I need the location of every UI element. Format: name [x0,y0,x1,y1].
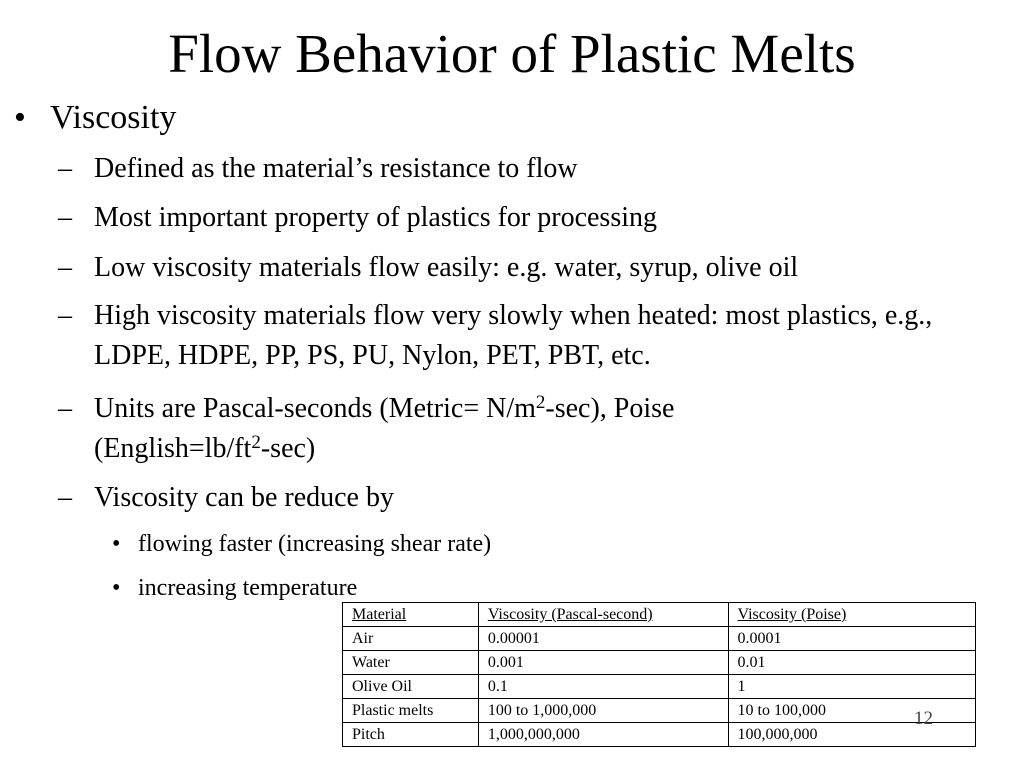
sub-point-shear-rate [112,527,491,561]
pascal-second-cell: 0.1 [478,675,728,699]
table-header-row [343,603,976,627]
pascal-second-cell: 1,000,000,000 [478,723,728,747]
slide-title: Flow Behavior of Plastic Melts [168,23,856,84]
point-definition [58,149,988,189]
units-text-metric: Units are Pascal-seconds (Metric= N/m [94,393,536,424]
page-number: 12 [914,708,933,729]
bullet-marker: • [14,99,26,136]
bullet-marker: • [112,575,121,601]
pascal-second-cell: 0.001 [478,651,728,675]
dash-marker: – [58,300,72,331]
main-bullet-text: Viscosity [50,99,177,136]
point-units [58,389,818,469]
point-text: Viscosity can be reduce by [94,482,394,513]
material-cell: Air [343,627,479,651]
poise-cell: 0.0001 [728,627,975,651]
point-reduce-viscosity [58,478,988,518]
sub-point-temperature [112,571,357,605]
column-header-poise: Viscosity (Poise) [728,603,975,627]
point-high-viscosity [58,296,958,376]
table-row [343,699,976,723]
point-text [94,389,818,469]
point-importance [58,198,988,238]
point-text: High viscosity materials flow very slowly when heated: most plastics, e.g., LDPE, HDPE, PP, PS, PU, Nylon, PET, PBT, etc. [94,300,933,371]
poise-cell: 1 [728,675,975,699]
point-text: Defined as the material’s resistance to flow [94,153,578,184]
table-row [343,675,976,699]
table-row [343,723,976,747]
dash-marker: – [58,153,72,184]
point-low-viscosity [58,248,988,288]
poise-cell: 100,000,000 [728,723,975,747]
superscript-squared: 2 [535,392,546,413]
superscript-squared: 2 [251,432,261,453]
sub-point-text: increasing temperature [138,575,358,601]
table-row [343,651,976,675]
material-cell: Water [343,651,479,675]
sub-point-text: flowing faster (increasing shear rate) [138,531,492,557]
table-row [343,627,976,651]
viscosity-table [342,602,976,747]
pascal-second-cell: 100 to 1,000,000 [478,699,728,723]
point-text: Most important property of plastics for processing [94,202,658,233]
pascal-second-cell: 0.00001 [478,627,728,651]
column-header-material: Material [343,603,479,627]
dash-marker: – [58,482,72,513]
dash-marker: – [58,393,72,424]
material-cell: Olive Oil [343,675,479,699]
material-cell: Plastic melts [343,699,479,723]
units-text-poise: -sec), Poise (English=lb/ft [94,393,675,464]
dash-marker: – [58,252,72,283]
bullet-marker: • [112,531,121,557]
material-cell: Pitch [343,723,479,747]
dash-marker: – [58,202,72,233]
poise-cell: 0.01 [728,651,975,675]
main-bullet [14,96,176,140]
poise-cell: 10 to 100,000 [728,699,975,723]
point-text: Low viscosity materials flow easily: e.g. water, syrup, olive oil [94,252,799,283]
units-text-end: -sec) [260,433,316,464]
column-header-pascal-second: Viscosity (Pascal-second) [478,603,728,627]
